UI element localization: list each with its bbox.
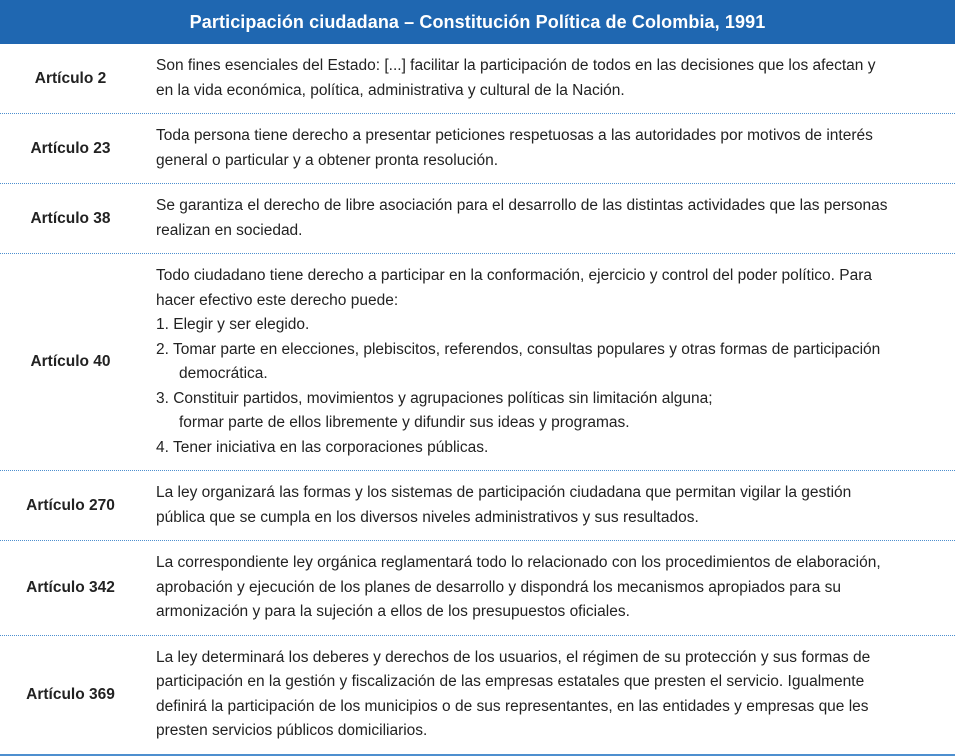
text-line: realizan en sociedad. xyxy=(156,221,303,239)
text-line: Todo ciudadano tiene derecho a participar en la conformación, ejercicio y control del poder político. Para xyxy=(156,267,873,284)
article-text xyxy=(141,44,955,113)
table-row xyxy=(0,541,955,636)
list-item-text: 4. Tener iniciativa en las corporaciones públicas. xyxy=(156,438,489,456)
table-row xyxy=(0,254,955,471)
text-line: Toda persona tiene derecho a presentar peticiones respetuosas a las autoridades por motivos de interés xyxy=(156,127,873,144)
list-item xyxy=(156,338,941,387)
article-text xyxy=(141,184,955,253)
list-item-text: 2. Tomar parte en elecciones, plebiscitos, referendos, consultas populares y otras formas de participación xyxy=(156,340,881,358)
table-row xyxy=(0,636,955,754)
text-line: presten servicios públicos domiciliarios. xyxy=(156,722,428,739)
text-line: La correspondiente ley orgánica reglamentará todo lo relacionado con los procedimientos de elaboración, xyxy=(156,554,881,571)
list-item-text: 3. Constituir partidos, movimientos y agrupaciones políticas sin limitación alguna; xyxy=(156,389,713,407)
article-label: Artículo 342 xyxy=(26,578,115,596)
article-label: Artículo 2 xyxy=(34,69,107,87)
article-label: Artículo 40 xyxy=(30,353,111,370)
table-row xyxy=(0,471,955,541)
list-item-text: 1. Elegir y ser elegido. xyxy=(156,316,310,333)
text-line: participación en la gestión y fiscalización de las empresas estatales que presten el servicio. Igualmente xyxy=(156,673,865,690)
table-body xyxy=(0,44,955,754)
text-line: La ley determinará los deberes y derechos de los usuarios, el régimen de su protección y sus formas de xyxy=(156,648,871,666)
table-row xyxy=(0,114,955,184)
article-text xyxy=(141,254,955,470)
table-title: Participación ciudadana – Constitución Política de Colombia, 1991 xyxy=(0,0,955,44)
text-line: pública que se cumpla en los diversos niveles administrativos y sus resultados. xyxy=(156,508,699,526)
table-row xyxy=(0,44,955,114)
text-line: armonización y para la sujeción a ellos de los presupuestos oficiales. xyxy=(156,603,630,620)
list-item xyxy=(156,436,941,461)
text-line: La ley organizará las formas y los sistemas de participación ciudadana que permitan vigilar la gestión xyxy=(156,484,852,501)
article-text xyxy=(141,114,955,183)
article-label: Artículo 270 xyxy=(26,496,115,514)
text-line: Se garantiza el derecho de libre asociación para el desarrollo de las distintas actividades que las personas xyxy=(156,197,888,214)
article-text xyxy=(141,471,955,540)
article-label: Artículo 23 xyxy=(30,139,111,157)
text-line: Son fines esenciales del Estado: [...] facilitar la participación de todos en las decisiones que los afectan y xyxy=(156,57,876,74)
text-line: definirá la participación de los municipios o de sus representantes, en las entidades y empresas que les xyxy=(156,697,869,715)
article-label: Artículo 38 xyxy=(30,209,111,227)
table-row xyxy=(0,184,955,254)
list-item-continuation: formar parte de ellos libremente y difundir sus ideas y programas. xyxy=(179,414,630,431)
text-line: general o particular y a obtener pronta resolución. xyxy=(156,151,499,169)
text-line: aprobación y ejecución de los planes de desarrollo y dispondrá los mecanismos apropiados para su xyxy=(156,578,841,596)
article-label: Artículo 369 xyxy=(26,685,115,703)
article-text xyxy=(141,636,955,754)
article-text xyxy=(141,541,955,635)
text-line: hacer efectivo este derecho puede: xyxy=(156,291,399,309)
list-item xyxy=(156,313,941,338)
numbered-list xyxy=(156,313,941,460)
list-item-continuation: democrática. xyxy=(179,365,268,382)
list-item xyxy=(156,387,941,436)
text-line: en la vida económica, política, administrativa y cultural de la Nación. xyxy=(156,81,625,99)
